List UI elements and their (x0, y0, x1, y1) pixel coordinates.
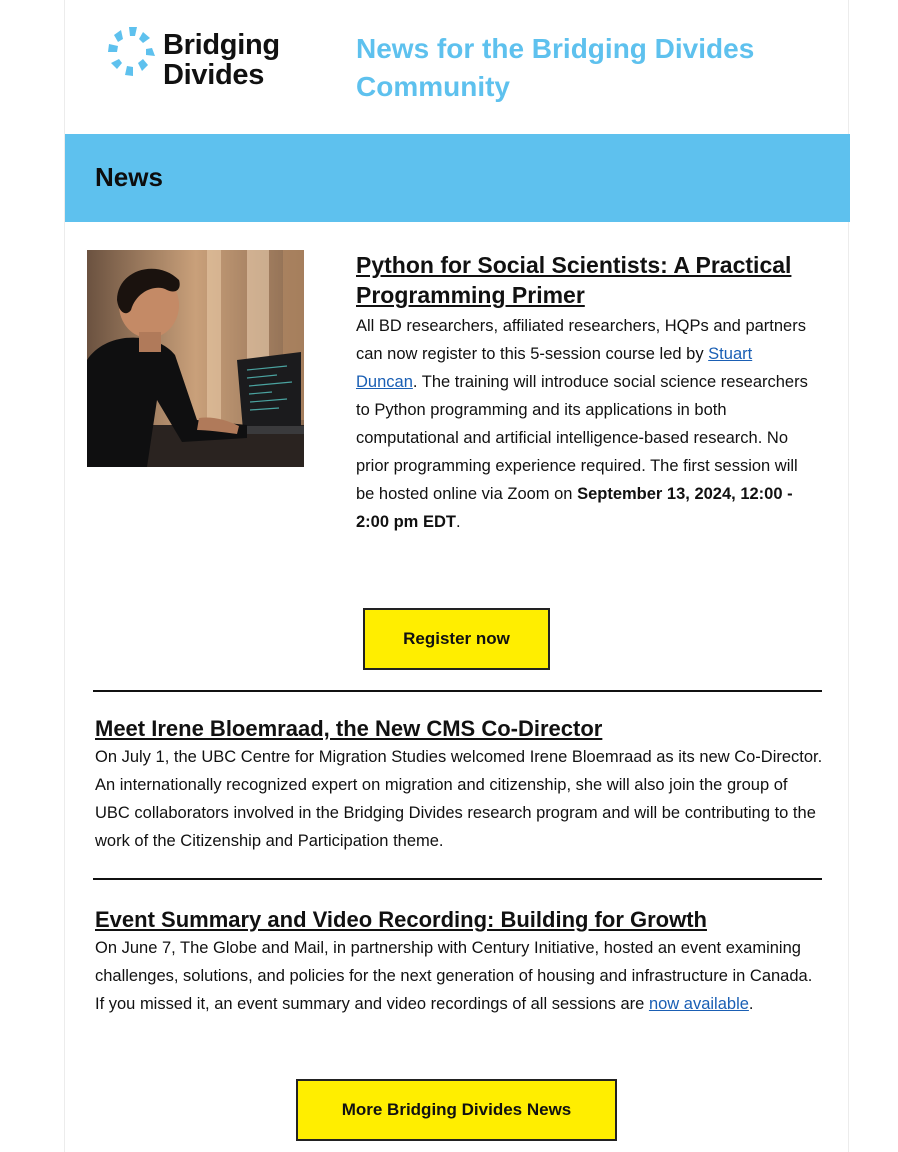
article-body (356, 312, 816, 536)
article-body-text: On June 7, The Globe and Mail, in partnership with Century Initiative, hosted an event examining challenges, solutions, and policies for the next generation of housing and infrastructure in Canada. If you missed it, an event summary and video recordings of all sessions are (95, 939, 813, 1013)
section-divider (93, 690, 822, 692)
article-body-text-3: . (455, 513, 461, 531)
article-title-link[interactable]: Event Summary and Video Recording: Building for Growth (95, 907, 707, 932)
person-at-laptop-photo-icon (87, 250, 304, 467)
logo-text (163, 30, 280, 90)
register-now-button[interactable]: Register now (363, 608, 550, 670)
bridging-divides-logo[interactable] (105, 24, 295, 94)
article-photo[interactable] (87, 250, 304, 467)
stuart-duncan-link[interactable]: Stuart Duncan (356, 345, 753, 391)
email-container (64, 0, 849, 1152)
article-python-course (356, 250, 816, 536)
logo-line-2: Divides (163, 59, 265, 91)
now-available-link[interactable]: now available (648, 995, 749, 1013)
news-heading: News (95, 162, 163, 192)
article-title-link[interactable]: Python for Social Scientists: A Practical Programming Primer (356, 252, 792, 308)
article-body-text-2: . (748, 995, 754, 1013)
article-body: On July 1, the UBC Centre for Migration Studies welcomed Irene Bloemraad as its new Co-Director. An internationally recognized expert on migration and citizenship, she will also join the group of UBC collaborators involved in the Bridging Divides research program and will be contributing to the work of the Citizenship and Participation theme. (95, 748, 823, 850)
newsletter-title: News for the Bridging Divides Community (356, 33, 755, 102)
article-building-for-growth (95, 906, 825, 1018)
session-date: September 13, 2024, 12:00 - 2:00 pm EDT (356, 485, 793, 531)
news-section-banner (65, 134, 850, 222)
article-title-link[interactable]: Meet Irene Bloemraad, the New CMS Co-Director (95, 716, 603, 741)
article-irene-bloemraad (95, 715, 825, 855)
article-body-text-2: . The training will introduce social science researchers to Python programming and its applications in both computational and artificial intelligence-based research. No prior programming experience required. The first session will be hosted online via Zoom on (356, 373, 808, 503)
logo-mark-icon (105, 24, 161, 80)
logo-line-1: Bridging (163, 29, 280, 61)
section-divider (93, 878, 822, 880)
more-news-button[interactable]: More Bridging Divides News (296, 1079, 617, 1141)
article-body (95, 934, 825, 1018)
article-body-text: All BD researchers, affiliated researchers, HQPs and partners can now register to this 5-session course led by (356, 317, 806, 363)
